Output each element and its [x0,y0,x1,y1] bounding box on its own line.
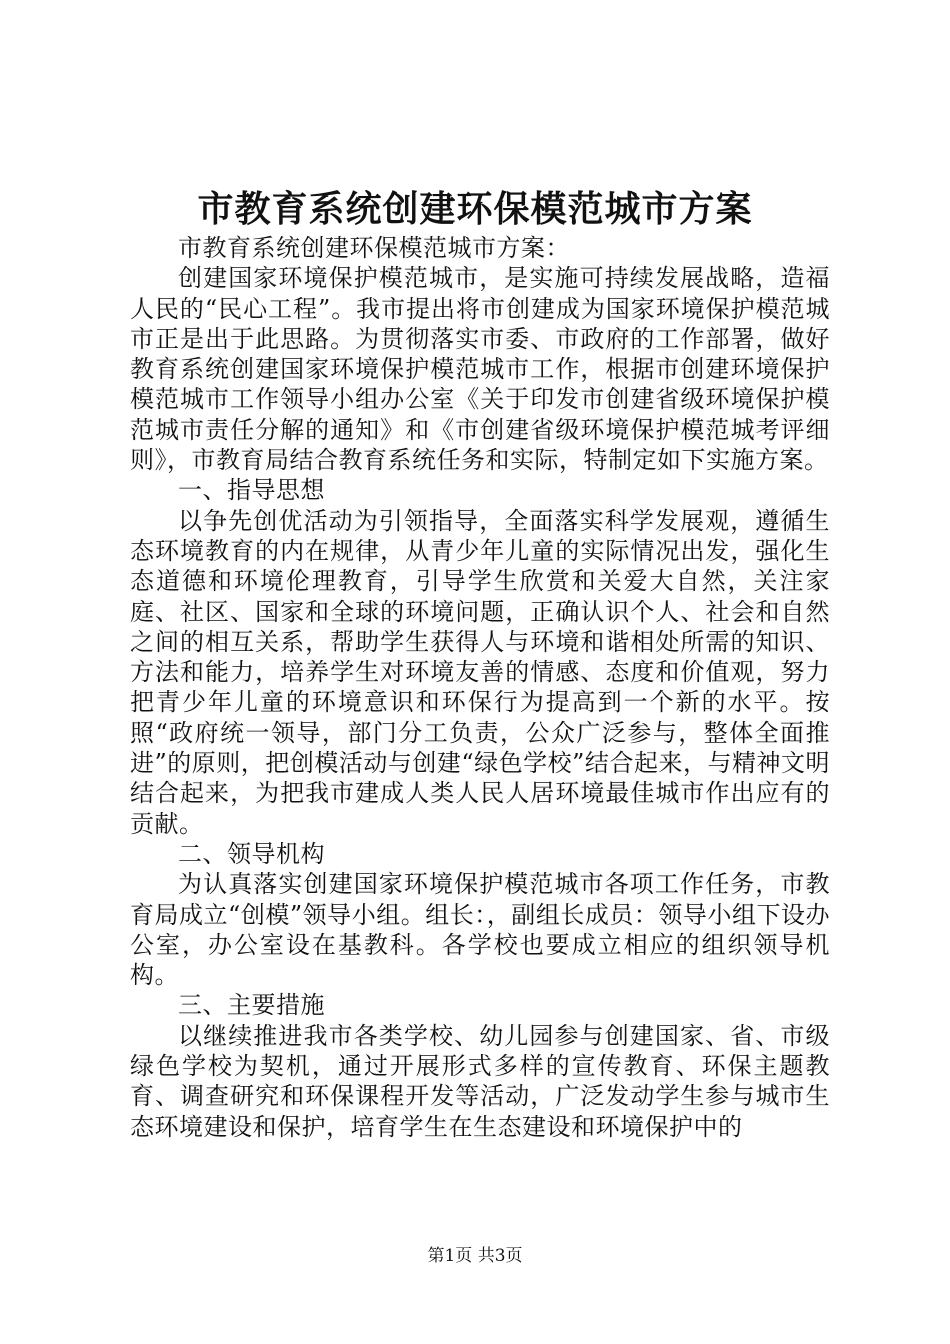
section-text-guiding-ideology: 以争先创优活动为引领指导，全面落实科学发展观，遵循生态环境教育的内在规律，从青少年儿童的实际情况出发，强化生态道德和环境伦理教育，引导学生欣赏和关爱大自然，关注家庭、社区、国家和全球的环境问题，正确认识个人、社会和自然之间的相互关系，帮助学生获得人与环境和谐相处所需的知识、方法和能力，培养学生对环境友善的情感、态度和价值观，努力把青少年儿童的环境意识和环保行为提高到一个新的水平。按照“政府统一领导，部门分工负责，公众广泛参与，整体全面推进”的原则，把创模活动与创建“绿色学校”结合起来，与精神文明结合起来，为把我市建成人类人民人居环境最佳城市作出应有的贡献。 [130,506,830,838]
page-number-footer: 第1页 共3页 [427,1246,523,1266]
section-heading-guiding-ideology: 一、指导思想 [178,476,325,505]
section-heading-main-measures: 三、主要措施 [178,991,325,1020]
section-heading-leadership: 二、领导机构 [178,839,325,868]
document-title: 市教育系统创建环保模范城市方案 [197,188,753,230]
paragraph-1: 创建国家环境保护模范城市，是实施可持续发展战略，造福人民的“民心工程”。我市提出将市创建成为国家环境保护模范城市正是出于此思路。为贯彻落实市委、市政府的工作部署，做好教育系统创建国家环境保护模范城市工作，根据市创建环境保护模范城市工作领导小组办公室《关于印发市创建省级环境保护模范城市责任分解的通知》和《市创建省级环境保护模范城考评细则》，市教育局结合教育系统任务和实际，特制定如下实施方案。 [130,264,830,475]
intro-line: 市教育系统创建环保模范城市方案： [178,234,570,262]
section-text-leadership: 为认真落实创建国家环境保护模范城市各项工作任务，市教育局成立“创模”领导小组。组长：，副组长成员：领导小组下设办公室，办公室设在基教科。各学校也要成立相应的组织领导机构。 [130,870,830,990]
document-body [130,233,830,1142]
section-text-main-measures: 以继续推进我市各类学校、幼儿园参与创建国家、省、市级绿色学校为契机，通过开展形式多样的宣传教育、环保主题教育、调查研究和环保课程开发等活动，广泛发动学生参与城市生态环境建设和保护，培育学生在生态建设和环境保护中的 [130,1021,830,1141]
